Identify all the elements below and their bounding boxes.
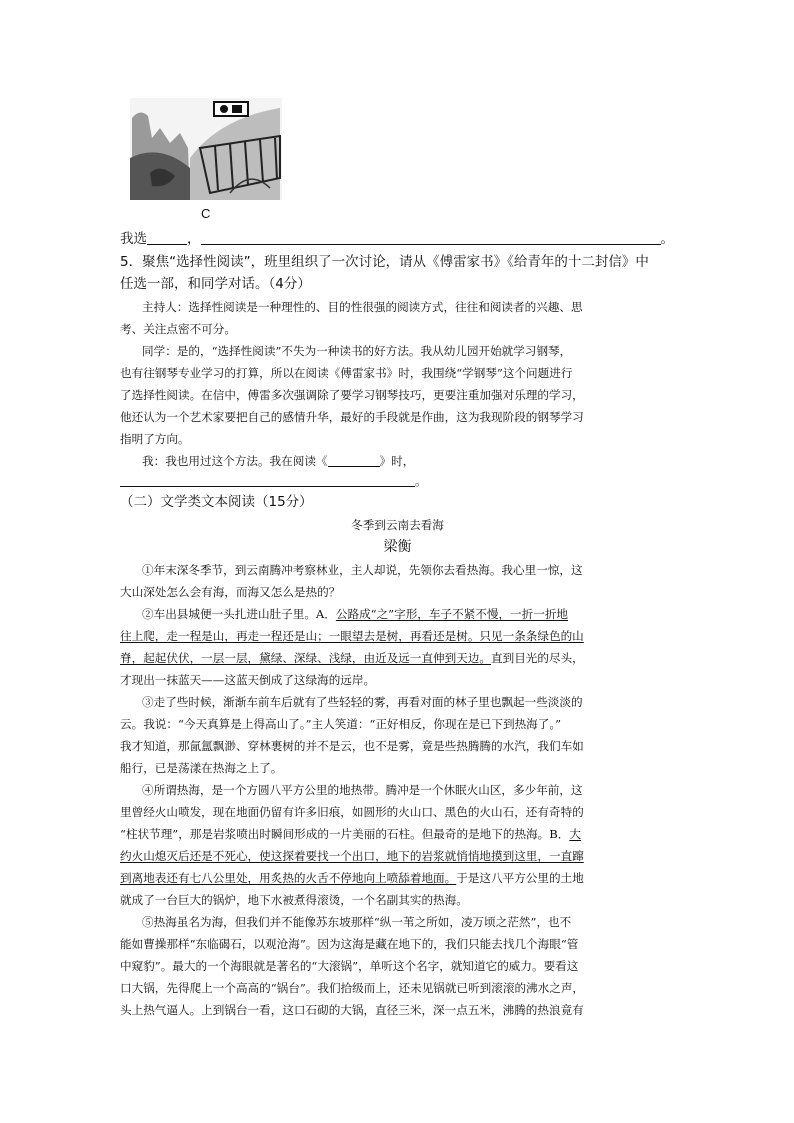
text-segment: 于是这八平方公里的土地 [456,871,584,885]
section-heading: （二）文学类文本阅读（15分） [120,494,313,510]
paragraph-line: 云。我说：“今天真算是上得高山了。”主人笑道：“正好相反，你现在是已下到热海了。” [120,717,562,731]
dialogue-answer-blank[interactable] [120,472,415,487]
figure-caption: C [201,206,211,221]
dialogue-line: 指明了方向。 [120,432,190,446]
paragraph-line [120,823,675,845]
reason-blank[interactable] [201,230,661,245]
paragraph-line [120,603,697,625]
landscape-sketch-figure [130,98,282,200]
answer-line-q5: 。 [120,470,675,492]
dialogue-line: 主持人：选择性阅读是一种理性的、目的性很强的阅读方式，往往和阅读者的兴趣、思 [142,300,583,314]
text-segment: ②车出县城便一头扎进山肚子里。A． [142,607,336,621]
dialogue-line: 了选择性阅读。在信中，傅雷多次强调除了要学习钢琴技巧，更要注重加强对乐理的学习， [120,388,584,402]
paragraph-line: 里曾经火山喷发，现在地面仍留有许多旧痕，如圆形的火山口、黑色的火山石，还有奇特的 [120,805,584,819]
paragraph-line: 能如曹操那样“东临碣石，以观沧海”。因为这海是藏在地下的，我们只能去找几个海眼“管 [120,937,579,951]
underlined-sentence-b-end: 到离地表还有七八公里处，用炙热的火舌不停地向上喷舔着地面。 [120,871,457,885]
question-5-prompt: 5．聚焦“选择性阅读”，班里组织了一次讨论，请从《傅雷家书》《给青年的十二封信》中 [120,254,649,270]
me-prefix: 我：我也用过这个方法。我在阅读《 [142,454,328,468]
paragraph-line: 中窥豹”。最大的一个海眼就是著名的“大滚锅”，单听这个名字，就知道它的威力。要看这 [120,959,579,973]
dialogue-line: 考、关注点密不可分。 [120,322,236,336]
article-title: 冬季到云南去看海 [351,518,444,532]
paragraph-line: ④所谓热海，是一个方圆八平方公里的地热带。腾冲是一个休眠火山区，多少年前，这 [142,783,583,797]
paragraph-line: 大山深处怎么会有海，而海又怎么是热的？ [120,585,341,599]
dialogue-line: 也有往钢琴专业学习的打算，所以在阅读《傅雷家书》时，我围绕“学钢琴”这个问题进行 [120,366,573,380]
paragraph-line-underlined: 约火山熄灭后还是不死心，使这探着要找一个出口，地下的岩浆就悄悄地摸到这里，一直蹿 [120,849,584,863]
paragraph-line-underlined: 往上爬，走一程是山，再走一程还是山；一眼望去是树，再看还是树。只见一条条绿色的山 [120,629,584,643]
paragraph-line: ①年末深冬季节，到云南腾冲考察林业，主人却说，先领你去看热海。我心里一惊，这 [142,563,583,577]
paragraph-line [120,647,675,669]
dialogue-line: 他还认为一个艺术家要把自己的感情升华，最好的手段就是作曲，这为我现阶段的钢琴学习 [120,410,584,424]
paragraph-line: 才现出一抹蓝天——这蓝天倒成了这绿海的远岸。 [120,673,376,687]
text-segment: “柱状节理”，那是岩浆喷出时瞬间形成的一片美丽的石柱。但最奇的是地下的热海。B． [120,827,570,841]
paragraph-line: 船行，已是荡漾在热海之上了。 [120,761,283,775]
article-author: 梁衡 [383,539,412,555]
question-5-prompt-cont: 任选一部，和同学对话。（4分） [120,276,311,292]
paragraph-line [120,867,675,889]
me-suffix: 》时， [379,454,415,468]
choice-blank[interactable] [147,230,187,245]
paragraph-line: 就成了一台巨大的锅炉，地下水被煮得滚烫，一个名副其实的热海。 [120,893,468,907]
paragraph-line: ③走了些时候，渐渐车前车后就有了些轻轻的雾，再看对面的林子里也飘起一些淡淡的 [142,695,583,709]
paragraph-line: 我才知道，那氤氲飘渺、穿林裹树的并不是云，也不是雾，竟是些热腾腾的水汽，我们车如 [120,739,584,753]
paragraph-line: 口大锅，先得爬上一个高高的“锅台”。我们拾级而上，还未见锅就已听到滚滚的沸水之声， [120,981,585,995]
underlined-sentence-a: 公路成“之”字形，车子不紧不慢，一折一折地 [335,607,569,621]
paragraph-line: ⑤热海虽名为海，但我们并不能像苏东坡那样“纵一苇之所如，凌万顷之茫然”，也不 [142,915,572,929]
dialogue-line: 同学：是的，“选择性阅读”不失为一种读书的好方法。我从幼儿园开始就学习钢琴， [142,344,572,358]
illustration-c [130,98,282,200]
underlined-sentence-a-end: 脊，起起伏伏，一层一层，黛绿、深绿、浅绿，由近及远一直伸到天边。 [120,651,492,665]
underlined-sentence-b: 大 [569,827,581,841]
answer-prefix: 我选 [120,231,147,247]
book-title-blank[interactable] [328,452,380,467]
text-segment: 直到目光的尽头， [491,651,584,665]
paragraph-line: 头上热气逼人。上到锅台一看，这口石砌的大锅，直径三米，深一点五米，沸腾的热浪竟有 [120,1003,584,1017]
dialogue-me-line [120,450,697,472]
answer-line-q4: 我选 ， 。 [120,231,674,247]
